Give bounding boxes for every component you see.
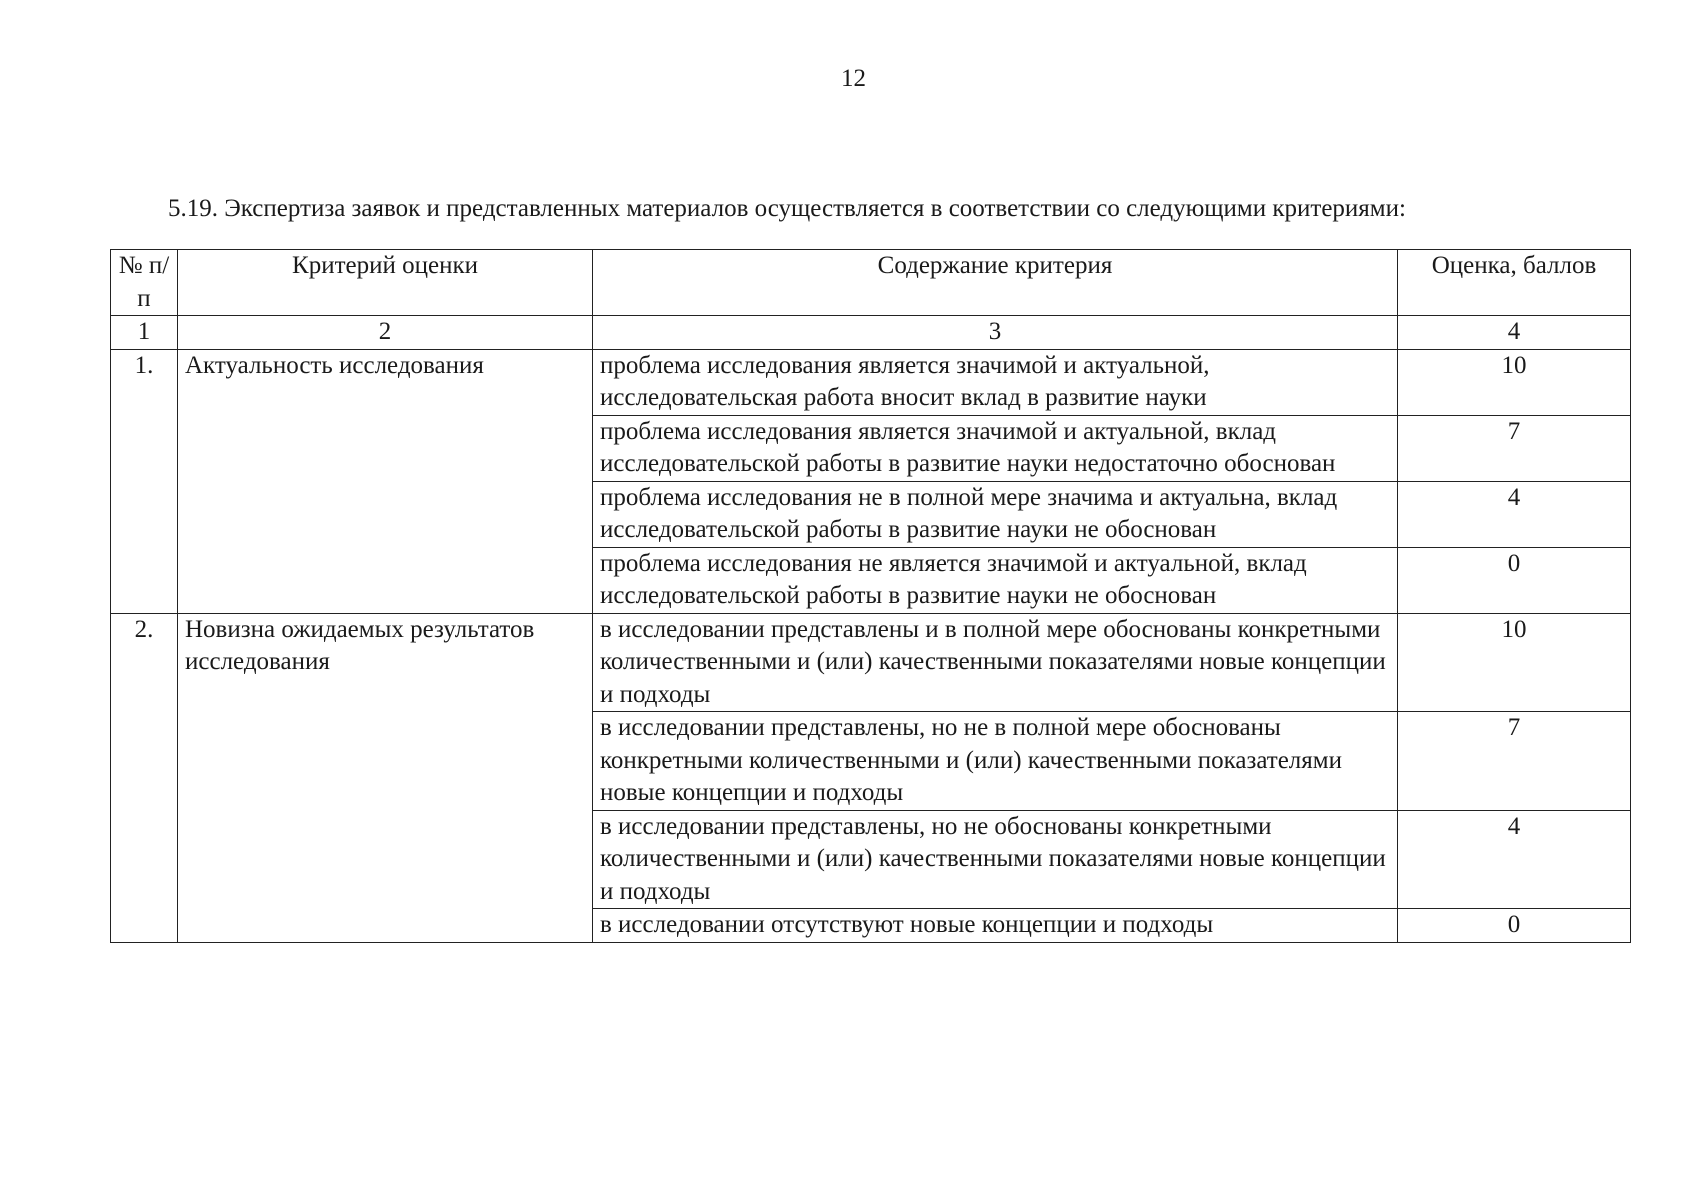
column-number: 4 — [1398, 316, 1631, 350]
criterion-name: Актуальность исследования — [178, 349, 593, 613]
table-header-row — [111, 250, 1631, 316]
score-value: 0 — [1398, 909, 1631, 943]
score-value: 4 — [1398, 481, 1631, 547]
intro-paragraph: 5.19. Экспертиза заявок и представленных материалов осуществляется в соответствии со следующими критериями: — [168, 195, 1406, 222]
criterion-content: в исследовании представлены, но не в полной мере обоснованы конкретными количественными и (или) качественными показателями новые концепции и подходы — [593, 712, 1398, 811]
criterion-name: Новизна ожидаемых результатов исследования — [178, 613, 593, 942]
criteria-table — [110, 249, 1631, 943]
row-number: 1. — [111, 349, 178, 613]
score-value: 10 — [1398, 613, 1631, 712]
header-content: Содержание критерия — [593, 250, 1398, 316]
score-value: 7 — [1398, 712, 1631, 811]
column-number-row — [111, 316, 1631, 350]
page-number: 12 — [841, 65, 866, 92]
criterion-content: проблема исследования не в полной мере значима и актуальна, вклад исследовательской работы в развитие науки не обоснован — [593, 481, 1398, 547]
criterion-content: в исследовании отсутствуют новые концепции и подходы — [593, 909, 1398, 943]
column-number: 2 — [178, 316, 593, 350]
criterion-content: проблема исследования является значимой и актуальной, вклад исследовательской работы в развитие науки недостаточно обоснован — [593, 415, 1398, 481]
criterion-content: проблема исследования не является значимой и актуальной, вклад исследовательской работы в развитие науки не обоснован — [593, 547, 1398, 613]
score-value: 0 — [1398, 547, 1631, 613]
criterion-content: в исследовании представлены и в полной мере обоснованы конкретными количественными и (или) качественными показателями новые концепции и подходы — [593, 613, 1398, 712]
criterion-content: проблема исследования является значимой и актуальной, исследовательская работа вносит вклад в развитие науки — [593, 349, 1398, 415]
header-criterion: Критерий оценки — [178, 250, 593, 316]
score-value: 7 — [1398, 415, 1631, 481]
column-number: 1 — [111, 316, 178, 350]
column-number: 3 — [593, 316, 1398, 350]
score-value: 10 — [1398, 349, 1631, 415]
table-row — [111, 613, 1631, 712]
header-num: № п/п — [111, 250, 178, 316]
score-value: 4 — [1398, 810, 1631, 909]
criterion-content: в исследовании представлены, но не обоснованы конкретными количественными и (или) качественными показателями новые концепции и подходы — [593, 810, 1398, 909]
row-number: 2. — [111, 613, 178, 942]
table-row — [111, 349, 1631, 415]
header-score: Оценка, баллов — [1398, 250, 1631, 316]
